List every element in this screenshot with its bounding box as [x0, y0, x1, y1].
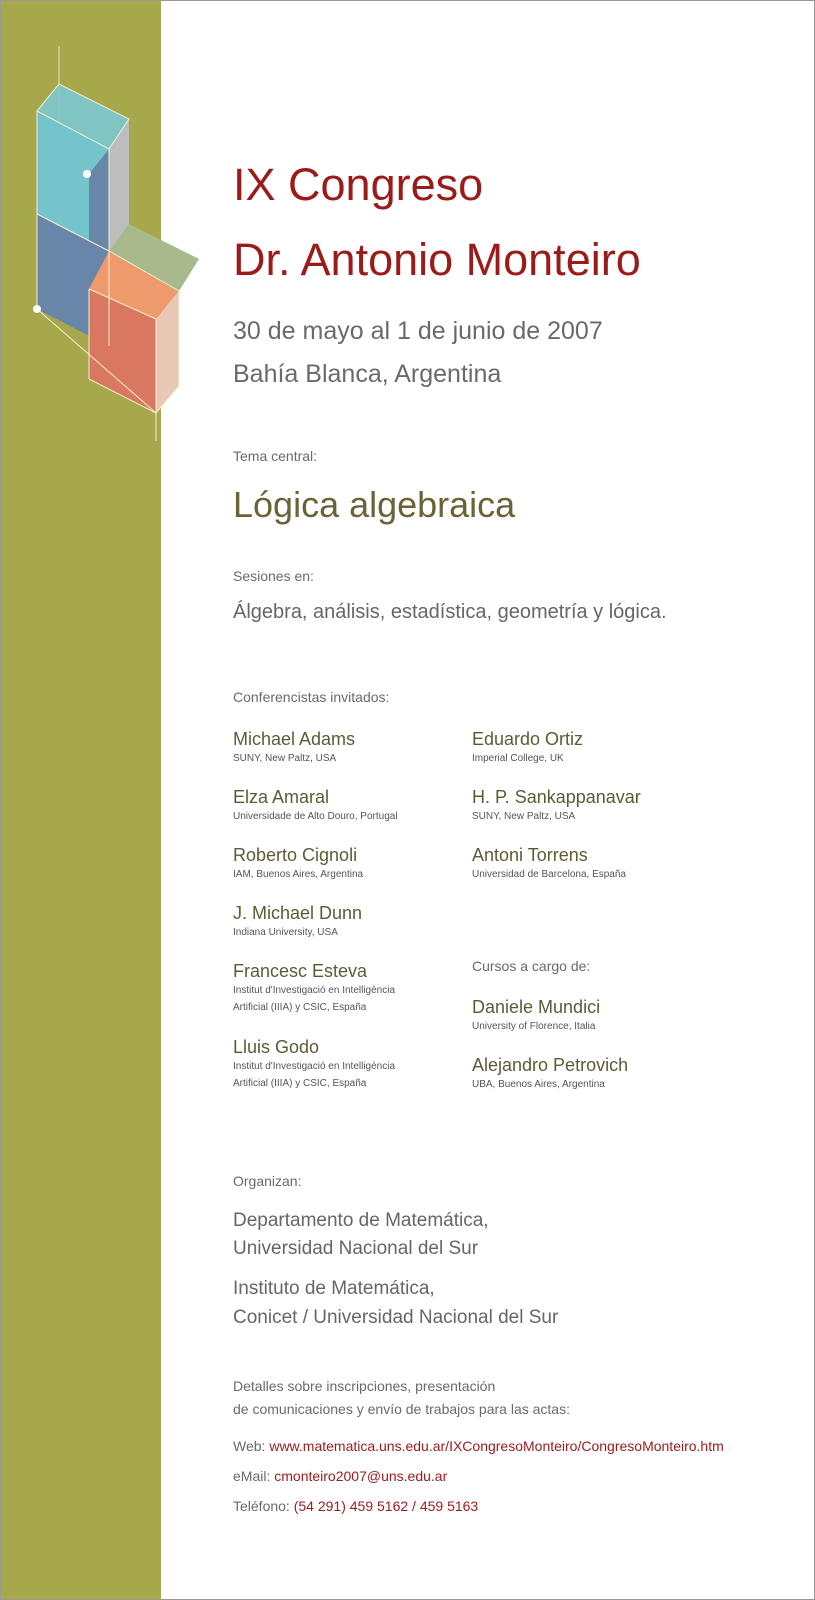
course-speaker [472, 997, 628, 1055]
organizer-2-line2: Conicet / Universidad Nacional del Sur [233, 1307, 559, 1328]
sessions-label: Sesiones en: [233, 568, 314, 584]
web-label: Web: [233, 1438, 266, 1454]
speaker-name: J. Michael Dunn [233, 903, 363, 923]
email-row [233, 1468, 447, 1484]
speaker [233, 903, 398, 961]
speaker-name: Antoni Torrens [472, 845, 588, 865]
email-label: eMail: [233, 1468, 271, 1484]
speaker-affiliation: Institut d'Investigació en Intelligència [233, 1061, 396, 1072]
courses [472, 997, 628, 1093]
speaker-affiliation: Indiana University, USA [233, 927, 338, 938]
speakers-left [233, 729, 398, 1092]
speaker [472, 845, 641, 883]
speaker-affiliation: SUNY, New Paltz, USA [233, 753, 337, 764]
speaker-affiliation: University of Florence, Italia [472, 1021, 596, 1032]
speaker-name: Lluis Godo [233, 1037, 320, 1057]
phone-row [233, 1498, 478, 1514]
speaker-affiliation: Universidad de Barcelona, España [472, 869, 626, 880]
organizer-1-line2: Universidad Nacional del Sur [233, 1238, 479, 1259]
speaker [233, 1037, 398, 1092]
course-speaker [472, 1055, 628, 1093]
courses-label: Cursos a cargo de: [472, 958, 591, 974]
speaker-affiliation: IAM, Buenos Aires, Argentina [233, 869, 364, 880]
speaker-affiliation: Institut d'Investigació en Intelligència [233, 985, 396, 996]
organizer-1-line1: Departamento de Matemática, [233, 1210, 489, 1231]
speaker [233, 729, 398, 787]
speaker [472, 729, 641, 787]
cube-logo-graphic [1, 41, 221, 461]
speaker [472, 787, 641, 845]
web-link[interactable]: www.matematica.uns.edu.ar/IXCongresoMonteiro/CongresoMonteiro.htm [269, 1438, 724, 1454]
speaker-name: Daniele Mundici [472, 997, 601, 1017]
sessions: Álgebra, análisis, estadística, geometría y lógica. [233, 601, 667, 623]
speaker-name: H. P. Sankappanavar [472, 787, 641, 807]
speaker-affiliation-line2: Artificial (IIIA) y CSIC, España [233, 1002, 367, 1013]
speaker-name: Francesc Esteva [233, 961, 368, 981]
speakers-right [472, 729, 641, 883]
speaker-affiliation: Imperial College, UK [472, 753, 564, 764]
organizer-2-line1: Instituto de Matemática, [233, 1278, 435, 1299]
speaker [233, 961, 398, 1037]
speaker-name: Elza Amaral [233, 787, 330, 807]
speakers-label: Conferencistas invitados: [233, 689, 390, 705]
title-line1: IX Congreso [233, 159, 484, 210]
theme-label: Tema central: [233, 448, 318, 464]
web-row [233, 1438, 724, 1454]
phone-label: Teléfono: [233, 1498, 290, 1514]
speaker [233, 787, 398, 845]
title-line2: Dr. Antonio Monteiro [233, 234, 641, 285]
speaker [233, 845, 398, 903]
speaker-affiliation: UBA, Buenos Aires, Argentina [472, 1079, 605, 1090]
organizers-label: Organizan: [233, 1173, 302, 1189]
phone-number: (54 291) 459 5162 / 459 5163 [293, 1498, 479, 1514]
details-line1: Detalles sobre inscripciones, presentación [233, 1378, 496, 1394]
speaker-name: Roberto Cignoli [233, 845, 358, 865]
dates: 30 de mayo al 1 de junio de 2007 [233, 317, 603, 345]
speaker-affiliation: Universidade de Alto Douro, Portugal [233, 811, 398, 822]
theme: Lógica algebraica [233, 484, 516, 525]
details-line2: de comunicaciones y envío de trabajos para las actas: [233, 1401, 570, 1417]
speaker-name: Michael Adams [233, 729, 356, 749]
speaker-name: Alejandro Petrovich [472, 1055, 629, 1075]
email-link[interactable]: cmonteiro2007@uns.edu.ar [274, 1468, 448, 1484]
speaker-name: Eduardo Ortiz [472, 729, 584, 749]
speaker-affiliation-line2: Artificial (IIIA) y CSIC, España [233, 1078, 367, 1089]
place: Bahía Blanca, Argentina [233, 360, 502, 388]
speaker-affiliation: SUNY, New Paltz, USA [472, 811, 576, 822]
